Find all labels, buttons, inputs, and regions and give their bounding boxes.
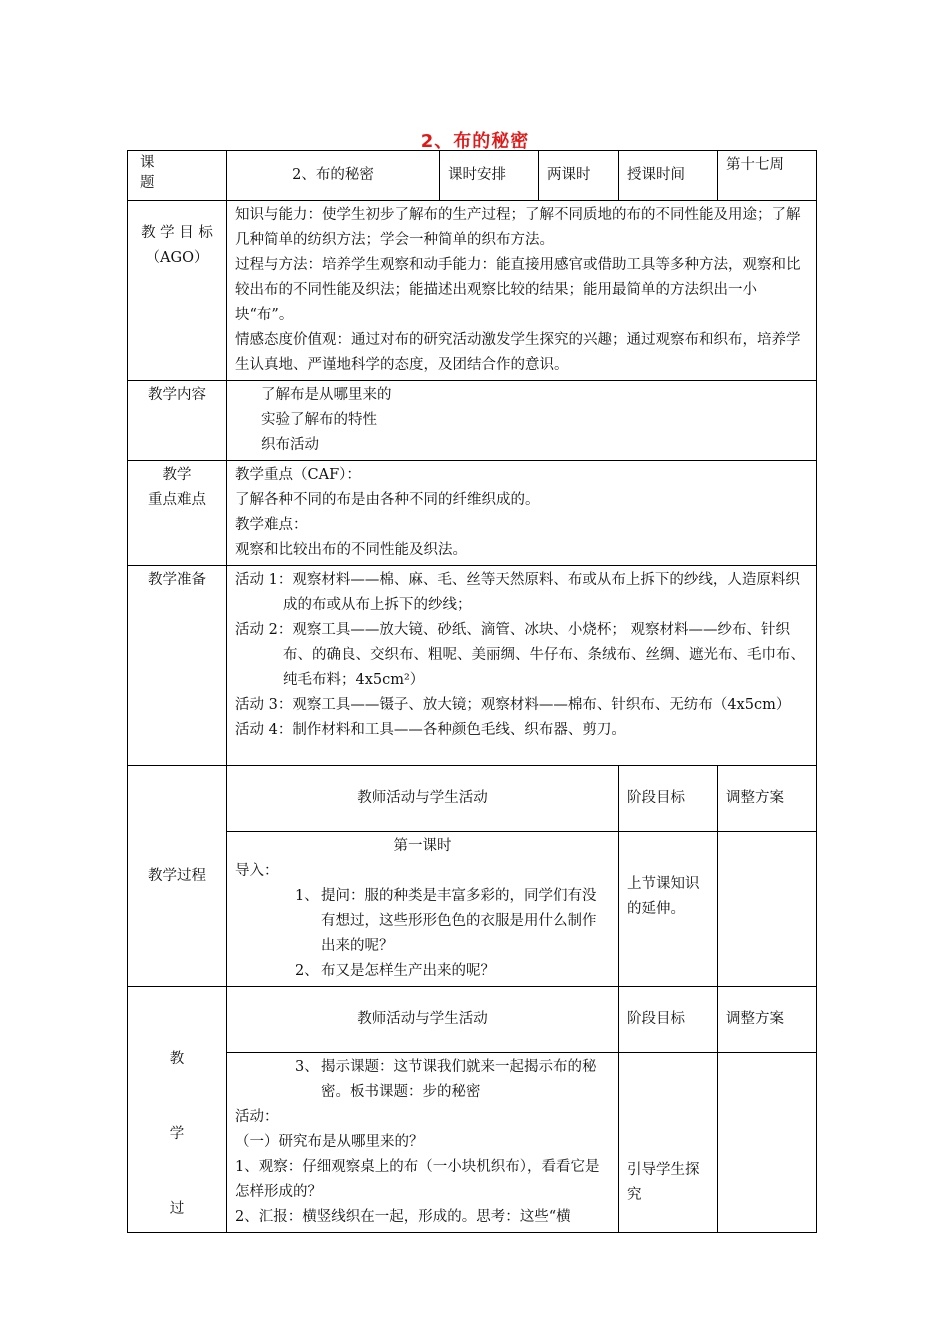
content-item: 了解布是从哪里来的 [261,387,392,403]
label-char: 过 [169,1201,185,1217]
schedule-value: 两课时 [539,151,619,201]
goal-emotion: 情感态度价值观：通过对布的研究活动激发学生探究的兴趣；通过观察布和织布，培养学生认真地、严谨地科学的态度，及团结合作的意识。 [235,332,801,373]
activity-column-header: 教师活动与学生活动 [227,987,619,1053]
content-label: 教学内容 [128,381,227,461]
process2-header-row [128,987,817,1053]
activity-section: （一）研究布是从哪里来的？ [235,1134,424,1150]
content-list [227,381,817,461]
goal-knowledge: 知识与能力：使学生初步了解布的生产过程；了解不同质地的布的不同性能及用途；了解几种简单的纺织方法；学会一种简单的织布方法。 [235,207,801,248]
prep-text [227,566,817,766]
difficulty-text: 观察和比较出布的不同性能及织法。 [235,542,467,558]
subject-value: 2、布的秘密 [227,151,440,201]
activity-column-header: 教师活动与学生活动 [227,766,619,832]
key-heading: 教学重点（CAF）： [235,467,361,483]
content-item: 织布活动 [261,437,319,453]
list-item: 1、 提问：服的种类是丰富多彩的，同学们有没有想过，这些形形色色的衣服是用什么制作出来的呢？ [295,888,597,954]
prep-label: 教学准备 [128,566,227,766]
list-item: 2、 布又是怎样生产出来的呢？ [295,963,495,979]
activity-label: 活动： [235,1109,279,1125]
process1-body-row [128,832,817,987]
time-value: 第十七周 [718,151,817,201]
process-vertical-label [128,987,227,1233]
prep-row [128,566,817,766]
difficulty-heading: 教学难点： [235,517,308,533]
lesson2-goal: 引导学生探究 [619,1053,718,1233]
content-item: 实验了解布的特性 [261,412,377,428]
key-text: 了解各种不同的布是由各种不同的纤维织成的。 [235,492,540,508]
goal-column-header: 阶段目标 [619,766,718,832]
lesson1-activity [227,832,619,987]
document-title: 2、布的秘密 [420,131,530,152]
schedule-label: 课时安排 [440,151,539,201]
content-row [128,381,817,461]
lesson1-goal: 上节课知识的延伸。 [619,832,718,987]
keypoints-text [227,461,817,566]
adjust-column-header: 调整方案 [718,766,817,832]
lesson2-adjust [718,1053,817,1233]
keypoints-row [128,461,817,566]
goal-column-header: 阶段目标 [619,987,718,1053]
label-char: 学 [169,1126,185,1142]
activity-body [227,1053,619,1233]
lesson-title: 第一课时 [393,838,452,854]
intro-questions [235,884,610,984]
prep-activity-2: 活动 2：观察工具——放大镜、砂纸、滴管、冰块、小烧杯； 观察材料——纱布、针织布、的确良、交织布、粗呢、美丽绸、牛仔布、条绒布、丝绸、遮光布、毛巾布、纯毛布料；4x5cm²） [235,622,805,688]
intro-label: 导入： [235,863,279,879]
activity-step-report: 2、汇报：横竖线织在一起，形成的。思考：这些“横 [235,1209,571,1225]
prep-activity-3: 活动 3：观察工具——镊子、放大镜；观察材料——棉布、针织布、无纺布（4x5cm） [235,697,791,713]
adjust-column-header: 调整方案 [718,987,817,1053]
list-item: 3、 揭示课题：这节课我们就来一起揭示布的秘密。板书课题：步的秘密 [295,1059,597,1100]
goal-process: 过程与方法：培养学生观察和动手能力：能直接用感官或借助工具等多种方法，观察和比较出布的不同性能及织法；能描述出观察比较的结果；能用最简单的方法织出一小块“布”。 [235,257,801,323]
lesson-plan-table [127,150,817,1233]
subject-label: 课 题 [128,151,227,201]
goals-label: 教 学 目 标（AGO） [128,201,227,381]
process2-body-row [128,1053,817,1233]
prep-activity-1: 活动 1：观察材料——棉、麻、毛、丝等天然原料、布或从布上拆下的纱线，人造原料织成的布或从布上拆下的纱线； [235,572,800,613]
topic-reveal [235,1055,610,1105]
goals-row [128,201,817,381]
time-label: 授课时间 [619,151,718,201]
goals-text [227,201,817,381]
header-row [128,151,817,201]
keypoints-label: 教学 重点难点 [128,461,227,566]
activity-step-observe: 1、观察：仔细观察桌上的布（一小块机织布），看看它是怎样形成的？ [235,1159,600,1200]
process1-header-row [128,766,817,832]
lesson1-adjust [718,832,817,987]
process-label: 教学过程 [128,766,227,987]
label-char: 教 [169,1051,185,1067]
prep-activity-4: 活动 4：制作材料和工具——各种颜色毛线、织布器、剪刀。 [235,722,626,738]
